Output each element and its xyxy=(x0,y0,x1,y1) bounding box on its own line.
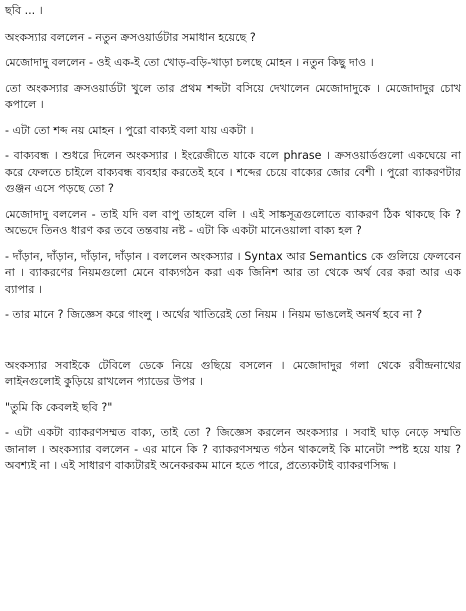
paragraph-gangloo: - তার মানে ? জিজ্ঞেস করে গাংলু । অর্থের খাতিরেই তো নিয়ম । নিয়ম ভাঙলেই অনর্থ হবে না ? xyxy=(5,308,423,321)
paragraph-syntax-semantics: - দাঁড়ান, দাঁড়ান, দাঁড়ান, দাঁড়ান । বললেন অংকস্যার । Syntax আর Semantics কে গুলিয়ে ফেলবেন না । ব্যাকরণের নিয়মগুলো মেনে বাক্যগঠন করা এক জিনিশ আর তা থেকে অর্থ বের করা আর এক ব্যাপার । xyxy=(5,249,461,296)
paragraph-title: ছবি ... । xyxy=(5,4,43,17)
paragraph-meaning: - এটা একটা ব্যাকরণসম্মত বাক্য, তাই তো ? জিজ্ঞেস করলেন অংকস্যার । সবাই ঘাড় নেড়ে সম্মতি জানাল । অংকস্যার বললেন - এর মানে কি ? ব্যাকরণসম্মত গঠন থাকলেই কি মানেটা স্পষ্ট হয়ে যায় ? অবশ্যই না । এই সাধারণ বাক্যটারই অনেকরকম মানে হতে পারে, প্রত্যেকটাই ব্যাকরণসিদ্ধ । xyxy=(5,426,461,472)
paragraph-quote: "তুমি কি কেবলই ছবি ?" xyxy=(5,400,113,414)
paragraph-grammar-question: মেজোদাদু বললেন - তাই যদি বল বাপু তাহলে বলি । এই সাঙ্কসূত্রগুলোতে ব্যাকরণ ঠিক থাকছে কি ? অভেদে তিনও ধারণ কর তবে তন্তবায় নষ্ট - এটা কি একটা মানেওয়ালা বাক্য হল ? xyxy=(5,207,461,237)
paragraph-not-word: - এটা তো শব্দ নয় মোহন । পুরো বাক্যই বলা যায় একটা । xyxy=(5,123,254,137)
paragraph-table: অংকস্যার সবাইকে টেবিলে ডেকে নিয়ে গুছিয়ে বসলেন । মেজোদাদুর গলা থেকে রবীন্দ্রনাথের লাইনগুলোই কুড়িয়ে রাখলেন প্যাডের উপর । xyxy=(5,358,461,388)
paragraph-crossword-open: তো অংকস্যার ক্রসওয়ার্ডটা খুলে তার প্রথম শব্দটা বসিয়ে দেখালেন মেজোদাদুকে । মেজোদাদুর চোখ কপালে । xyxy=(5,81,461,111)
paragraph-mejodadu-reply: মেজোদাদু বললেন - ওই এক-ই তো খোড়-বড়ি-খাড়া চলছে মোহন । নতুন কিছু দাও । xyxy=(5,56,374,69)
paragraph-phrase: - বাক্যবন্ধ । শুধরে দিলেন অংকস্যার । ইংরেজীতে যাকে বলে phrase । ক্রসওয়ার্ডগুলো একঘেয়ে না করে ফেলতে চাইলে বাক্যবন্ধ ব্যবহার করতেই হবে । শব্দের চেয়ে বাক্যের জোর বেশী । পুরো ব্যাকরণটার গুঞ্জন এসে পড়ছে তো ? xyxy=(5,149,461,195)
paragraph-question: অংকস্যার বললেন - নতুন ক্রসওয়ার্ডটার সমাধান হয়েছে ? xyxy=(5,30,256,44)
